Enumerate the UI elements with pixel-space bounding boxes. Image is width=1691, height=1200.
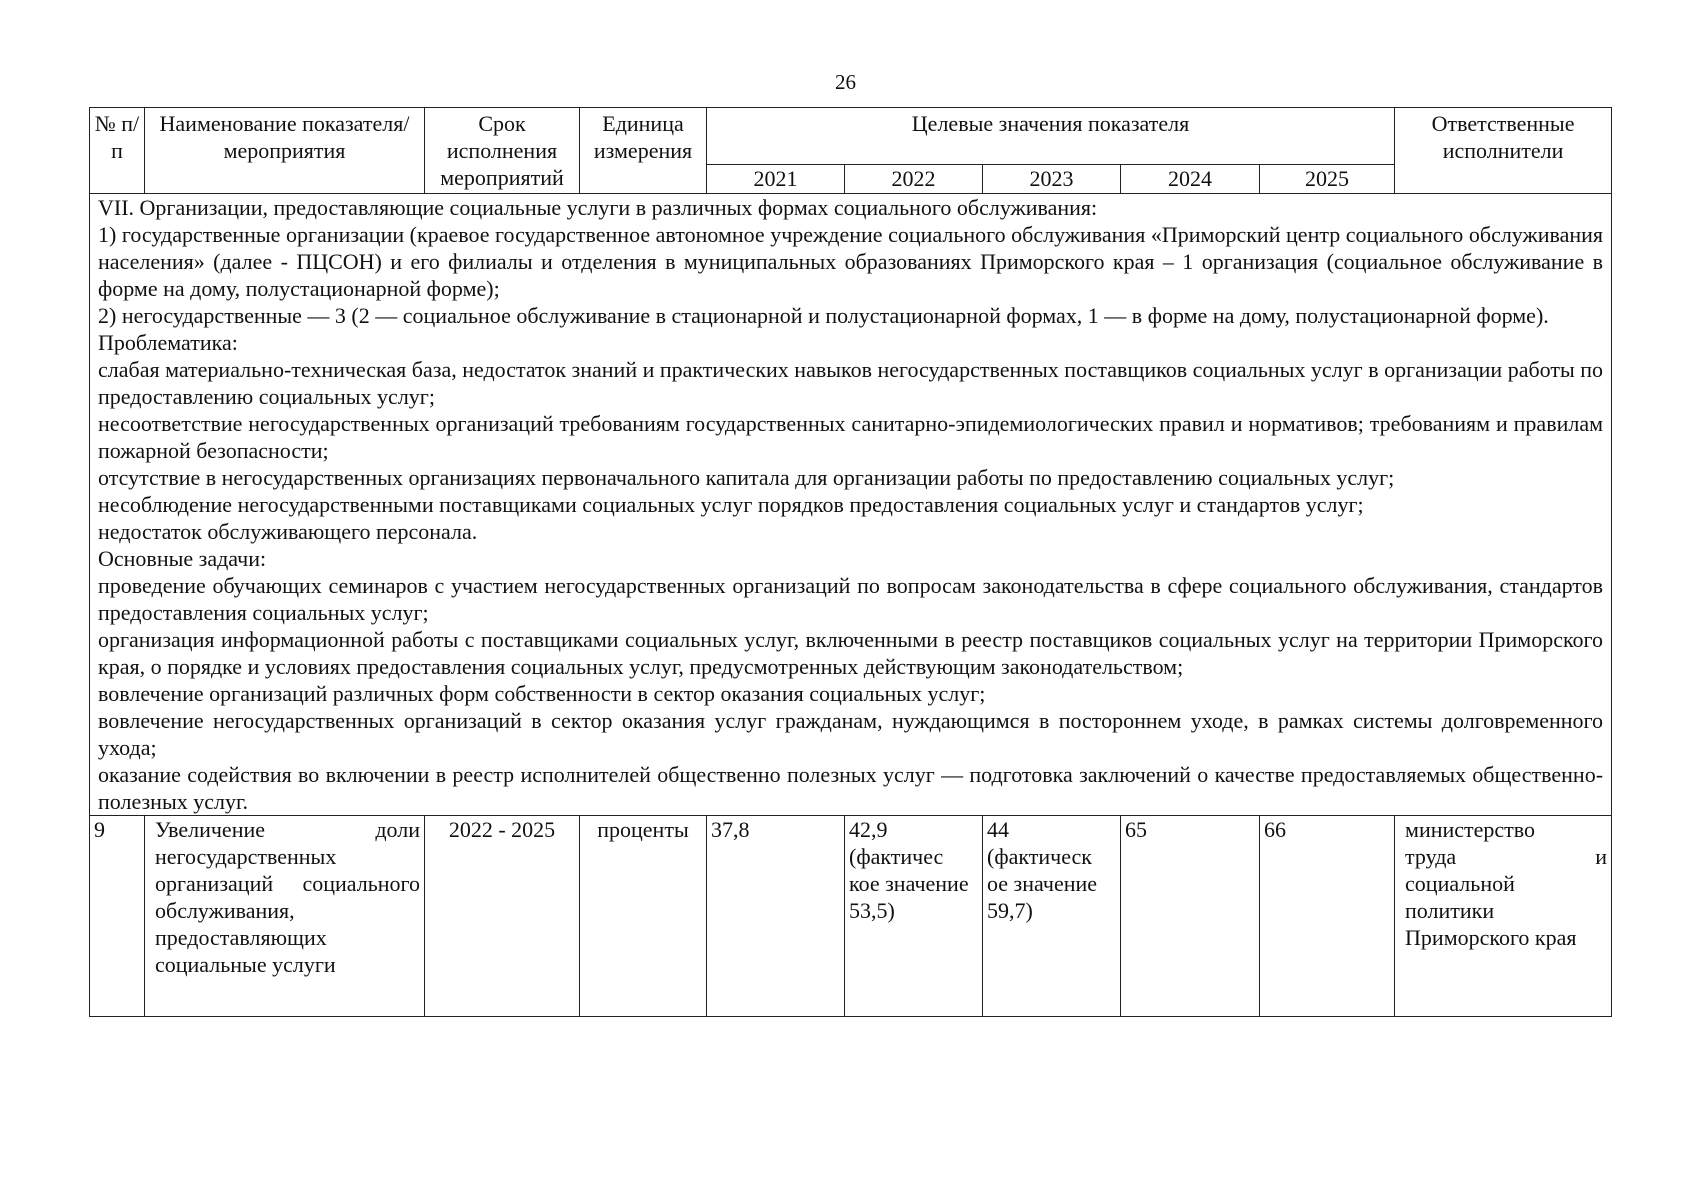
problem-item: отсутствие в негосударственных организациях первоначального капитала для организации работы по предоставлению социальных услуг; [98,465,1395,490]
responsible-line: министерство [1405,817,1536,842]
value-2023: 44 (фактическ ое значение 59,7) [983,816,1121,1017]
responsible-word: и [1595,844,1608,869]
indicator-name-first-line [155,816,420,843]
problem-item: слабая материально-техническая база, недостаток знаний и практических навыков негосударственных поставщиков социальных услуг в организации работы по предоставлению социальных услуг; [98,357,1604,409]
task-item: вовлечение организаций различных форм собственности в сектор оказания социальных услуг; [98,681,986,706]
responsible-word: труда [1405,844,1457,869]
task-item: проведение обучающих семинаров с участием негосударственных организаций по вопросам законодательства в сфере социального обслуживания, стандартов предоставления социальных услуг; [98,573,1604,625]
term-value: 2022 - 2025 [425,816,580,1017]
col-number-header: № п/п [90,108,145,194]
col-targets-header: Целевые значения показателя [707,108,1395,165]
year-2024: 2024 [1121,165,1260,194]
section-row [90,194,1612,816]
tasks-title: Основные задачи: [98,546,267,571]
responsible-rest: социальной политики Приморского края [1405,871,1577,950]
value-2024: 65 [1121,816,1260,1017]
indicator-name-word: Увеличение [155,817,266,842]
indicator-name-rest: негосударственных организаций социального обслуживания, предоставляющих социальные услуги [155,844,420,977]
page-number: 26 [835,70,856,94]
col-unit-header: Единица измерения [580,108,707,194]
section-item-2: 2) негосударственные — 3 (2 — социальное обслуживание в стационарной и полустационарной формах, 1 — в форме на дому, полустационарной форме). [98,303,1549,328]
problem-item: недостаток обслуживающего персонала. [98,519,478,544]
problems-title: Проблематика: [98,330,238,355]
unit-value: проценты [580,816,707,1017]
task-item: организация информационной работы с поставщиками социальных услуг, включенными в реестр поставщиков социальных услуг на территории Приморского края, о порядке и условиях предоставления социальных услуг, предусмотренных действующим законодательством; [98,627,1604,679]
year-2025: 2025 [1260,165,1395,194]
col-term-header: Срок исполнения мероприятий [425,108,580,194]
section-vii-cell [90,194,1612,816]
year-2021: 2021 [707,165,845,194]
indicator-name-word: доли [375,817,420,842]
col-responsible-header: Ответственные исполнители [1395,108,1612,194]
table-row-9 [90,816,1612,1017]
section-title: VII. Организации, предоставляющие социальные услуги в различных формах социального обслуживания: [98,195,1098,220]
problem-item: несоблюдение негосударственными поставщиками социальных услуг порядков предоставления социальных услуг и стандартов услуг; [98,492,1364,517]
indicators-table [89,107,1612,1017]
task-item: оказание содействия во включении в реестр исполнителей общественно полезных услуг — подготовка заключений о качестве предоставляемых общественно-полезных услуг. [98,762,1604,814]
responsible-line [1405,843,1607,870]
value-2025: 66 [1260,816,1395,1017]
problem-item: несоответствие негосударственных организаций требованиям государственных санитарно-эпидемиологических правил и нормативов; требованиям и правилам пожарной безопасности; [98,411,1604,463]
value-2021: 37,8 [707,816,845,1017]
value-2022: 42,9 (фактичес кое значение 53,5) [845,816,983,1017]
indicator-name [145,816,425,1017]
year-2022: 2022 [845,165,983,194]
section-item-1: 1) государственные организации (краевое государственное автономное учреждение социального обслуживания «Приморский центр социального обслуживания населения» (далее - ПЦСОН) и его филиалы и отделения в муниципальных образованиях Приморского края – 1 организация (социальное обслуживание в форме на дому, полустационарной форме); [98,222,1604,301]
task-item: вовлечение негосударственных организаций в сектор оказания услуг гражданам, нуждающимся в постороннем уходе, в рамках системы долговременного ухода; [98,708,1604,760]
row-number: 9 [90,816,145,1017]
header-row [90,108,1612,165]
year-2023: 2023 [983,165,1121,194]
col-name-header: Наименование показателя/мероприятия [145,108,425,194]
responsible-executor [1395,816,1612,1017]
